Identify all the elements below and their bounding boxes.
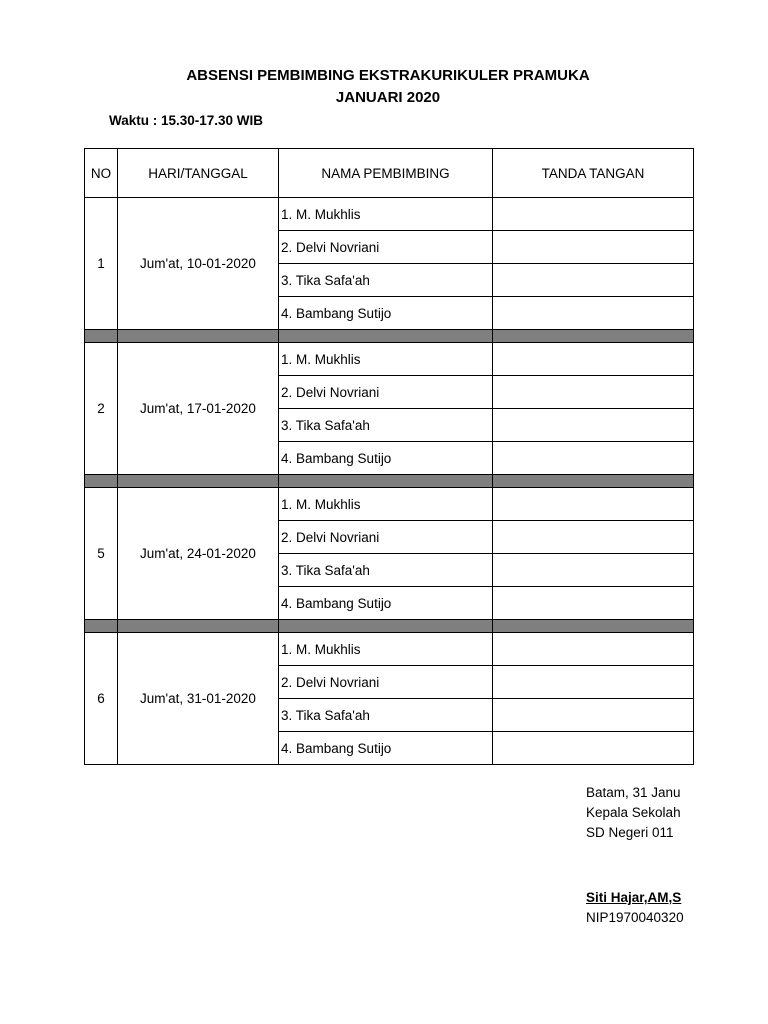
- supervisor-name: 1. M. Mukhlis: [279, 488, 493, 521]
- signature-place-date: Batam, 31 Janu: [586, 785, 681, 800]
- table-row: [85, 633, 694, 666]
- signature-cell[interactable]: [493, 409, 694, 442]
- attendance-table: [84, 148, 694, 765]
- supervisor-name: 2. Delvi Novriani: [279, 376, 493, 409]
- signature-cell[interactable]: [493, 488, 694, 521]
- separator-row: [85, 330, 694, 343]
- signature-cell[interactable]: [493, 633, 694, 666]
- signature-cell[interactable]: [493, 699, 694, 732]
- signature-cell[interactable]: [493, 732, 694, 765]
- header-name: NAMA PEMBIMBING: [279, 149, 493, 198]
- signature-cell[interactable]: [493, 587, 694, 620]
- signature-cell[interactable]: [493, 343, 694, 376]
- header-no: NO: [85, 149, 118, 198]
- signature-cell[interactable]: [493, 521, 694, 554]
- row-number: 1: [85, 198, 118, 330]
- separator-row: [85, 475, 694, 488]
- supervisor-name: 1. M. Mukhlis: [279, 633, 493, 666]
- row-number: 6: [85, 633, 118, 765]
- signature-school: SD Negeri 011: [586, 825, 674, 840]
- supervisor-name: 4. Bambang Sutijo: [279, 587, 493, 620]
- row-date: Jum'at, 24-01-2020: [118, 488, 279, 620]
- time-info: Waktu : 15.30-17.30 WIB: [109, 113, 264, 128]
- row-date: Jum'at, 10-01-2020: [118, 198, 279, 330]
- signature-cell[interactable]: [493, 442, 694, 475]
- supervisor-name: 3. Tika Safa'ah: [279, 554, 493, 587]
- table-header-row: [85, 149, 694, 198]
- table-row: [85, 488, 694, 521]
- document-title: ABSENSI PEMBIMBING EKSTRAKURIKULER PRAMUKA: [186, 67, 590, 84]
- signature-cell[interactable]: [493, 376, 694, 409]
- document-subtitle: JANUARI 2020: [335, 89, 441, 106]
- signature-cell[interactable]: [493, 231, 694, 264]
- supervisor-name: 2. Delvi Novriani: [279, 231, 493, 264]
- signatory-nip: NIP1970040320: [586, 910, 684, 925]
- supervisor-name: 1. M. Mukhlis: [279, 198, 493, 231]
- signature-cell[interactable]: [493, 297, 694, 330]
- signature-cell[interactable]: [493, 666, 694, 699]
- row-number: 2: [85, 343, 118, 475]
- supervisor-name: 3. Tika Safa'ah: [279, 409, 493, 442]
- header-signature: TANDA TANGAN: [493, 149, 694, 198]
- signature-block: [586, 783, 694, 843]
- signature-cell[interactable]: [493, 198, 694, 231]
- supervisor-name: 4. Bambang Sutijo: [279, 442, 493, 475]
- row-date: Jum'at, 31-01-2020: [118, 633, 279, 765]
- signatory-name: Siti Hajar,AM,S: [586, 890, 682, 905]
- supervisor-name: 4. Bambang Sutijo: [279, 732, 493, 765]
- supervisor-name: 4. Bambang Sutijo: [279, 297, 493, 330]
- supervisor-name: 2. Delvi Novriani: [279, 521, 493, 554]
- signature-role: Kepala Sekolah: [586, 805, 681, 820]
- header-date: HARI/TANGGAL: [118, 149, 279, 198]
- row-number: 5: [85, 488, 118, 620]
- row-date: Jum'at, 17-01-2020: [118, 343, 279, 475]
- separator-row: [85, 620, 694, 633]
- supervisor-name: 3. Tika Safa'ah: [279, 264, 493, 297]
- signature-cell[interactable]: [493, 554, 694, 587]
- supervisor-name: 1. M. Mukhlis: [279, 343, 493, 376]
- table-row: [85, 198, 694, 231]
- table-row: [85, 343, 694, 376]
- signature-cell[interactable]: [493, 264, 694, 297]
- supervisor-name: 3. Tika Safa'ah: [279, 699, 493, 732]
- supervisor-name: 2. Delvi Novriani: [279, 666, 493, 699]
